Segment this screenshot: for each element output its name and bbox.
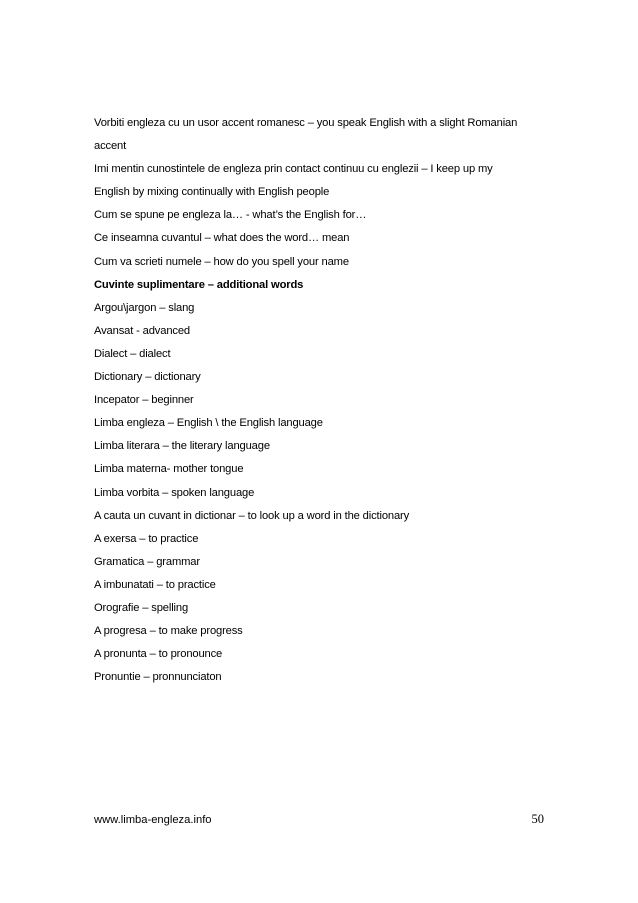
text-line: Imi mentin cunostintele de engleza prin contact continuu cu englezii – I keep up my — [94, 163, 493, 176]
text-line: Gramatica – grammar — [94, 555, 200, 568]
text-line: Cum se spune pe engleza la… - what’s the English for… — [94, 209, 367, 222]
text-line: Limba engleza – English \ the English language — [94, 417, 323, 430]
text-line: Orografie – spelling — [94, 601, 189, 614]
text-line: Limba materna- mother tongue — [94, 463, 244, 476]
text-line: English by mixing continually with English people — [94, 186, 330, 199]
text-line: Cum va scrieti numele – how do you spell your name — [94, 255, 349, 268]
text-line: Dialect – dialect — [94, 347, 171, 360]
text-line: A imbunatati – to practice — [94, 578, 216, 591]
page-number: 50 — [531, 812, 544, 826]
text-line: Limba vorbita – spoken language — [94, 486, 255, 499]
text-line: A progresa – to make progress — [94, 625, 243, 638]
text-line: A cauta un cuvant in dictionar – to look up a word in the dictionary — [94, 509, 410, 522]
text-line: Avansat - advanced — [94, 324, 190, 337]
text-line: Argou\jargon – slang — [94, 301, 195, 314]
text-line: accent — [94, 140, 127, 153]
text-line: Incepator – beginner — [94, 394, 194, 407]
text-line: A pronunta – to pronounce — [94, 648, 223, 661]
text-line: Vorbiti engleza cu un usor accent romanesc – you speak English with a slight Romanian — [94, 117, 518, 129]
footer-website: www.limba-engleza.info — [94, 814, 212, 826]
text-line: Ce inseamna cuvantul – what does the word… mean — [94, 232, 350, 245]
vocabulary-list — [94, 112, 554, 689]
section-heading: Cuvinte suplimentare – additional words — [94, 278, 304, 291]
text-line: Pronuntie – pronnunciaton — [94, 671, 222, 684]
text-line: Limba literara – the literary language — [94, 440, 270, 453]
text-line: Dictionary – dictionary — [94, 371, 201, 384]
text-line: A exersa – to practice — [94, 532, 199, 545]
